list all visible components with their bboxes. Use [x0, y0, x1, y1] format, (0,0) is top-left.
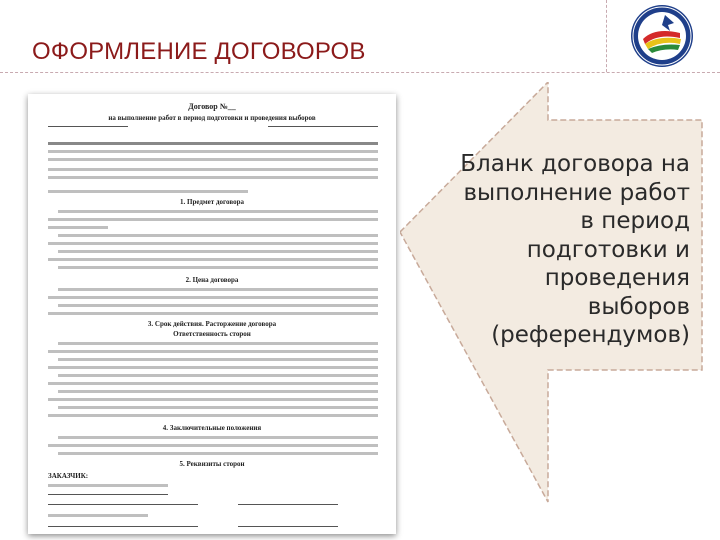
title-divider: [0, 72, 720, 73]
section-term: 3. Срок действия. Расторжение договора: [147, 320, 277, 328]
document-caption: Бланк договора на выполнение работ в период подготовки и проведения выборов (референдумов): [460, 151, 690, 348]
contract-form-image: [28, 94, 396, 534]
commission-emblem-icon: [610, 3, 714, 69]
section-responsibility: Ответственность сторон: [173, 330, 251, 338]
section-price: 2. Цена договора: [185, 276, 239, 284]
section-final: 4. Заключительные положения: [162, 424, 262, 432]
customer-label: ЗАКАЗЧИК:: [48, 472, 89, 480]
slide-title: ОФОРМЛЕНИЕ ДОГОВОРОВ: [32, 38, 366, 65]
section-requisites: 5. Реквизиты сторон: [179, 460, 245, 468]
section-subject: 1. Предмет договора: [180, 198, 244, 206]
contract-number: Договор №__: [188, 102, 236, 111]
contract-subject: на выполнение работ в период подготовки и проведения выборов: [108, 114, 316, 122]
emblem-divider: [606, 0, 607, 72]
